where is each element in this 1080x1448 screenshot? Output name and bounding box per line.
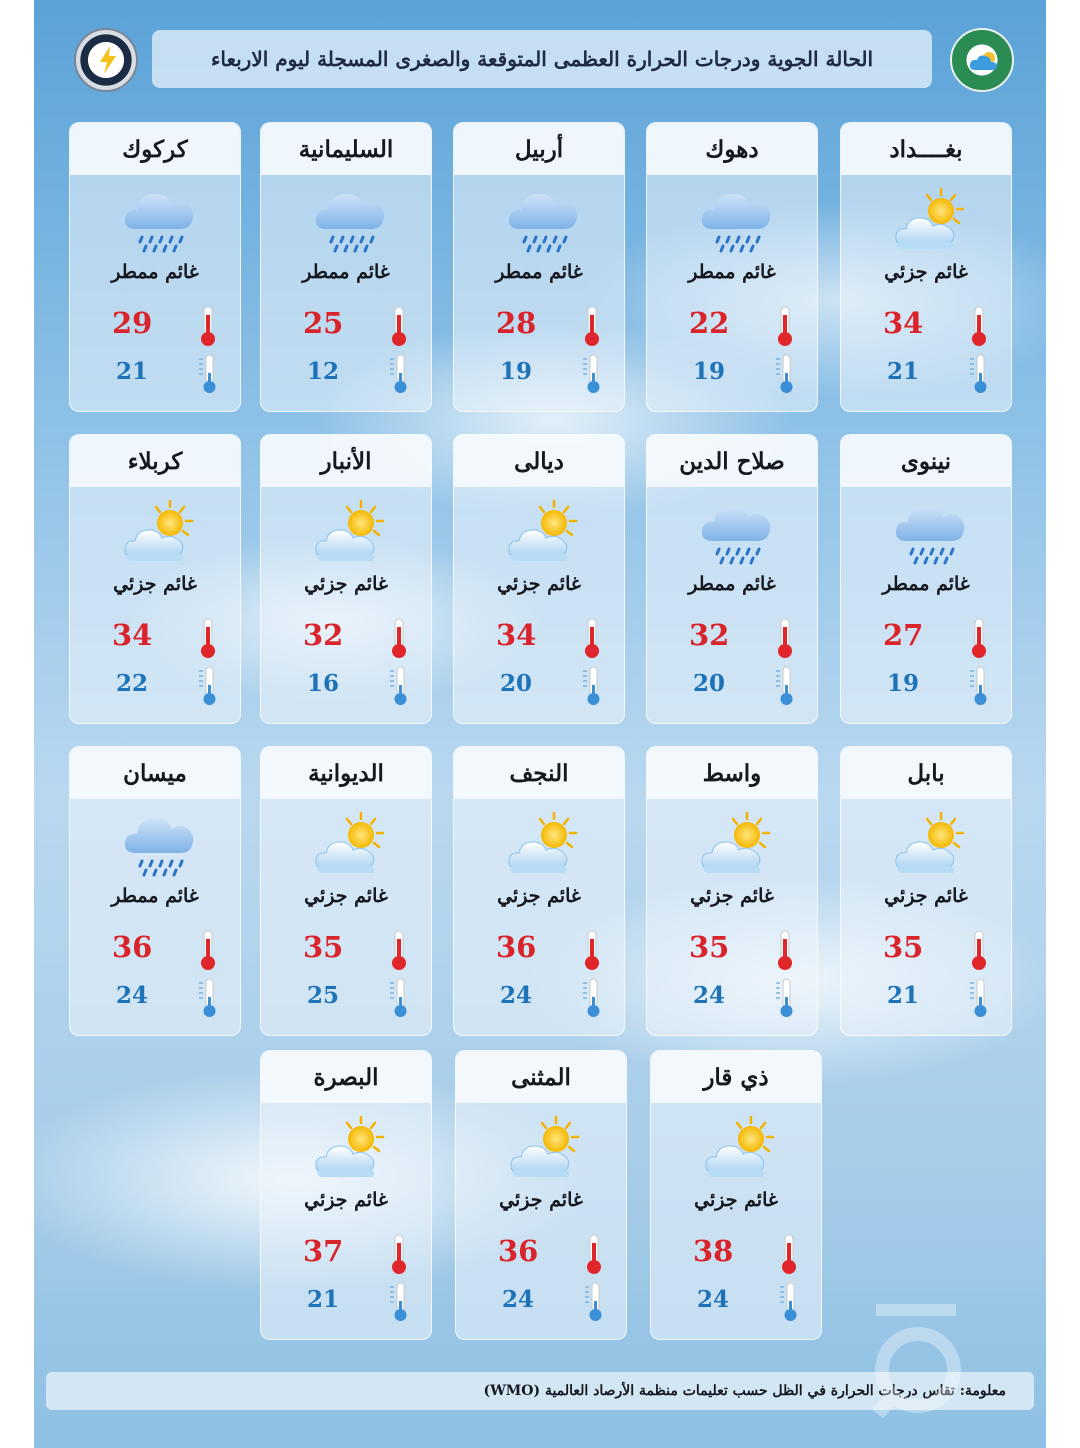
thermometer-cold-icon	[582, 977, 602, 1019]
city-card-header	[454, 435, 624, 487]
max-temperature: 36	[496, 930, 537, 964]
weather-condition: غائم جزئي	[499, 1189, 583, 1211]
city-card	[646, 746, 818, 1036]
weather-condition: غائم جزئي	[304, 1189, 388, 1211]
thermometer-hot-icon	[775, 617, 795, 659]
rain-cloud-icon	[122, 809, 198, 879]
city-name: أربيل	[514, 135, 564, 163]
city-card-header	[456, 1051, 626, 1103]
thermometer-hot-icon	[969, 929, 989, 971]
max-temperature: 29	[112, 306, 153, 340]
weather-condition: غائم جزئي	[113, 573, 197, 595]
max-temperature: 36	[112, 930, 153, 964]
city-card-header	[261, 435, 431, 487]
weather-condition: غائم جزئي	[884, 261, 968, 283]
rain-cloud-icon	[699, 185, 775, 255]
city-card	[840, 434, 1012, 724]
partly-cloudy-sun-icon	[508, 1113, 584, 1183]
thermometer-hot-icon	[969, 617, 989, 659]
partly-cloudy-sun-icon	[893, 185, 969, 255]
weather-condition: غائم ممطر	[111, 885, 199, 907]
meteorology-seal-icon	[74, 28, 138, 92]
min-temperature: 12	[307, 358, 340, 385]
city-name: النجف	[509, 759, 569, 787]
partly-cloudy-sun-icon	[313, 809, 389, 879]
max-temperature: 32	[303, 618, 344, 652]
min-temperature: 21	[307, 1286, 340, 1313]
city-name: دهوك	[705, 135, 759, 163]
thermometer-cold-icon	[582, 665, 602, 707]
min-temperature: 24	[697, 1286, 730, 1313]
rain-cloud-icon	[893, 497, 969, 567]
thermometer-cold-icon	[389, 353, 409, 395]
thermometer-cold-icon	[389, 665, 409, 707]
city-card-header	[70, 747, 240, 799]
thermometer-hot-icon	[775, 929, 795, 971]
city-card	[646, 434, 818, 724]
max-temperature: 38	[693, 1234, 734, 1268]
thermometer-hot-icon	[582, 305, 602, 347]
weather-condition: غائم جزئي	[304, 573, 388, 595]
city-card-header	[261, 123, 431, 175]
city-card	[260, 122, 432, 412]
min-temperature: 25	[307, 982, 340, 1009]
weather-condition: غائم جزئي	[690, 885, 774, 907]
min-temperature: 21	[887, 358, 920, 385]
city-name: البصرة	[313, 1063, 379, 1091]
city-name: الديوانية	[308, 759, 384, 787]
min-temperature: 24	[693, 982, 726, 1009]
thermometer-hot-icon	[584, 1233, 604, 1275]
city-card-header	[647, 747, 817, 799]
max-temperature: 37	[303, 1234, 344, 1268]
max-temperature: 32	[689, 618, 730, 652]
forecast-poster	[34, 0, 1046, 1448]
thermometer-cold-icon	[969, 353, 989, 395]
weather-condition: غائم ممطر	[302, 261, 390, 283]
thermometer-hot-icon	[779, 1233, 799, 1275]
city-card	[453, 122, 625, 412]
min-temperature: 21	[116, 358, 149, 385]
thermometer-hot-icon	[389, 305, 409, 347]
min-temperature: 22	[116, 670, 149, 697]
thermometer-hot-icon	[389, 1233, 409, 1275]
thermometer-cold-icon	[582, 353, 602, 395]
footer-note: معلومة: تقاس درجات الحرارة في الظل حسب تعليمات منظمة الأرصاد العالمية (WMO)	[483, 1383, 1006, 1399]
thermometer-cold-icon	[969, 977, 989, 1019]
city-card-header	[70, 123, 240, 175]
thermometer-hot-icon	[969, 305, 989, 347]
max-temperature: 34	[496, 618, 537, 652]
weather-condition: غائم ممطر	[111, 261, 199, 283]
partly-cloudy-sun-icon	[506, 497, 582, 567]
city-card	[453, 746, 625, 1036]
thermometer-cold-icon	[775, 977, 795, 1019]
min-temperature: 24	[116, 982, 149, 1009]
thermometer-cold-icon	[779, 1281, 799, 1323]
thermometer-hot-icon	[582, 929, 602, 971]
city-card	[453, 434, 625, 724]
city-name: بغــــداد	[889, 135, 963, 163]
thermometer-hot-icon	[198, 305, 218, 347]
max-temperature: 34	[112, 618, 153, 652]
city-card-header	[841, 747, 1011, 799]
city-card	[455, 1050, 627, 1340]
city-name: نينوى	[900, 447, 952, 475]
city-card	[69, 746, 241, 1036]
city-card-header	[261, 1051, 431, 1103]
city-card	[69, 434, 241, 724]
rain-cloud-icon	[699, 497, 775, 567]
min-temperature: 19	[500, 358, 533, 385]
city-card-header	[647, 435, 817, 487]
max-temperature: 34	[883, 306, 924, 340]
max-temperature: 25	[303, 306, 344, 340]
max-temperature: 22	[689, 306, 730, 340]
city-name: السليمانية	[298, 135, 394, 163]
thermometer-cold-icon	[969, 665, 989, 707]
city-card	[840, 746, 1012, 1036]
city-card-header	[841, 123, 1011, 175]
city-card-header	[70, 435, 240, 487]
min-temperature: 20	[693, 670, 726, 697]
thermometer-hot-icon	[198, 617, 218, 659]
city-card	[840, 122, 1012, 412]
partly-cloudy-sun-icon	[122, 497, 198, 567]
partly-cloudy-sun-icon	[313, 497, 389, 567]
thermometer-cold-icon	[775, 665, 795, 707]
city-card-header	[841, 435, 1011, 487]
rain-cloud-icon	[313, 185, 389, 255]
city-card-header	[651, 1051, 821, 1103]
thermometer-hot-icon	[582, 617, 602, 659]
watermark-logo-icon	[856, 1300, 976, 1420]
page-title: الحالة الجوية ودرجات الحرارة العظمى المتوقعة والصغرى المسجلة ليوم الاربعاء	[210, 47, 874, 71]
partly-cloudy-sun-icon	[893, 809, 969, 879]
thermometer-cold-icon	[198, 665, 218, 707]
partly-cloudy-sun-icon	[313, 1113, 389, 1183]
city-name: واسط	[702, 759, 762, 787]
weather-condition: غائم جزئي	[304, 885, 388, 907]
city-card	[650, 1050, 822, 1340]
weather-logo-icon	[950, 28, 1014, 92]
min-temperature: 19	[693, 358, 726, 385]
thermometer-cold-icon	[198, 977, 218, 1019]
max-temperature: 28	[496, 306, 537, 340]
min-temperature: 21	[887, 982, 920, 1009]
header-banner	[152, 30, 932, 88]
city-name: الأنبار	[320, 447, 372, 475]
thermometer-cold-icon	[775, 353, 795, 395]
city-name: كربلاء	[127, 447, 183, 475]
thermometer-hot-icon	[389, 929, 409, 971]
weather-condition: غائم جزئي	[884, 885, 968, 907]
weather-condition: غائم ممطر	[495, 261, 583, 283]
city-card	[69, 122, 241, 412]
partly-cloudy-sun-icon	[506, 809, 582, 879]
city-name: ذي قار	[703, 1063, 769, 1091]
city-name: المثنى	[511, 1063, 571, 1091]
city-name: صلاح الدين	[679, 447, 785, 475]
partly-cloudy-sun-icon	[703, 1113, 779, 1183]
weather-condition: غائم جزئي	[497, 885, 581, 907]
thermometer-cold-icon	[389, 977, 409, 1019]
thermometer-cold-icon	[198, 353, 218, 395]
min-temperature: 19	[887, 670, 920, 697]
thermometer-hot-icon	[389, 617, 409, 659]
city-name: ديالى	[514, 447, 564, 475]
weather-condition: غائم جزئي	[694, 1189, 778, 1211]
city-card	[646, 122, 818, 412]
city-card-header	[454, 747, 624, 799]
weather-condition: غائم جزئي	[497, 573, 581, 595]
max-temperature: 36	[498, 1234, 539, 1268]
city-card-header	[454, 123, 624, 175]
rain-cloud-icon	[506, 185, 582, 255]
rain-cloud-icon	[122, 185, 198, 255]
city-card	[260, 1050, 432, 1340]
city-name: ميسان	[123, 759, 187, 787]
city-card	[260, 746, 432, 1036]
city-name: كركوك	[122, 135, 188, 163]
max-temperature: 27	[883, 618, 924, 652]
min-temperature: 20	[500, 670, 533, 697]
city-card-header	[261, 747, 431, 799]
weather-condition: غائم ممطر	[688, 261, 776, 283]
max-temperature: 35	[689, 930, 730, 964]
max-temperature: 35	[303, 930, 344, 964]
thermometer-cold-icon	[584, 1281, 604, 1323]
thermometer-hot-icon	[775, 305, 795, 347]
city-card-header	[647, 123, 817, 175]
partly-cloudy-sun-icon	[699, 809, 775, 879]
min-temperature: 16	[307, 670, 340, 697]
weather-condition: غائم ممطر	[688, 573, 776, 595]
city-card	[260, 434, 432, 724]
city-name: بابل	[907, 759, 945, 787]
thermometer-hot-icon	[198, 929, 218, 971]
min-temperature: 24	[500, 982, 533, 1009]
max-temperature: 35	[883, 930, 924, 964]
weather-condition: غائم ممطر	[882, 573, 970, 595]
thermometer-cold-icon	[389, 1281, 409, 1323]
min-temperature: 24	[502, 1286, 535, 1313]
